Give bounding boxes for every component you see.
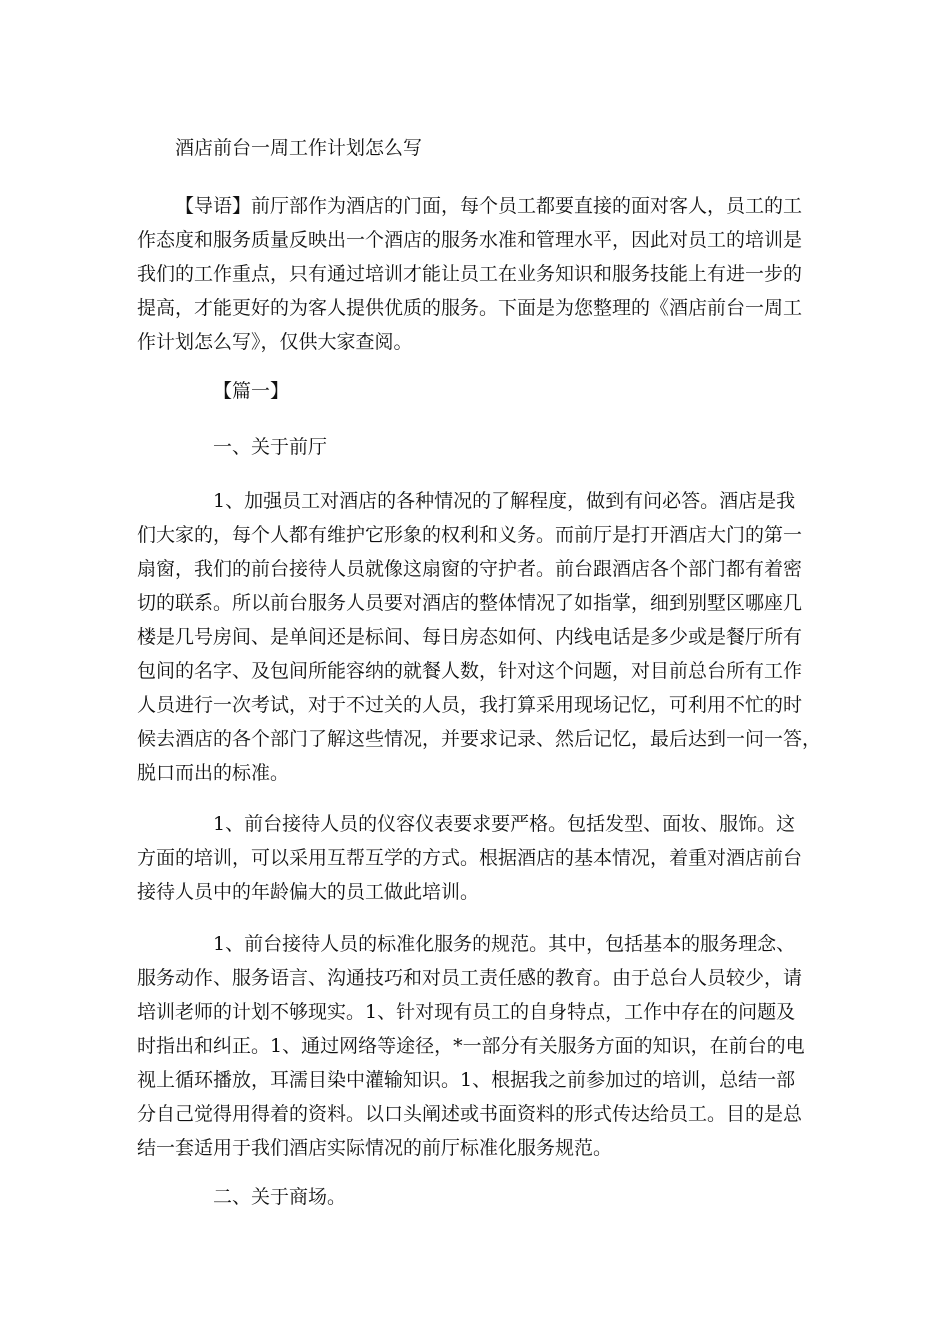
paragraph-line: 1、加强员工对酒店的各种情况的了解程度，做到有问必答。酒店是我 — [213, 490, 796, 512]
paragraph-line: 服务动作、服务语言、沟通技巧和对员工责任感的教育。由于总台人员较少，请 — [137, 967, 803, 989]
paragraph-line: 包间的名字、及包间所能容纳的就餐人数，针对这个问题，对目前总台所有工作 — [137, 660, 803, 682]
intro-line: 作态度和服务质量反映出一个酒店的服务水准和管理水平，因此对员工的培训是 — [137, 229, 803, 251]
document-title: 酒店前台一周工作计划怎么写 — [175, 137, 423, 159]
paragraph-line: 人员进行一次考试，对于不过关的人员，我打算采用现场记忆，可利用不忙的时 — [137, 694, 803, 716]
intro-line: 我们的工作重点，只有通过培训才能让员工在业务知识和服务技能上有进一步的 — [137, 263, 803, 285]
paragraph-line: 1、前台接待人员的仪容仪表要求要严格。包括发型、面妆、服饰。这 — [213, 813, 796, 835]
paragraph-line: 结一套适用于我们酒店实际情况的前厅标准化服务规范。 — [137, 1137, 613, 1159]
paragraph-line: 切的联系。所以前台服务人员要对酒店的整体情况了如指掌，细到别墅区哪座几 — [137, 592, 803, 614]
section-heading: 二、关于商场。 — [213, 1186, 347, 1208]
paragraph-line: 楼是几号房间、是单间还是标间、每日房态如何、内线电话是多少或是餐厅所有 — [137, 626, 803, 648]
paragraph-line: 脱口而出的标准。 — [137, 762, 290, 784]
paragraph-line: 视上循环播放，耳濡目染中灌输知识。1、根据我之前参加过的培训，总结一部 — [137, 1069, 796, 1091]
paragraph-line: 们大家的，每个人都有维护它形象的权利和义务。而前厅是打开酒店大门的第一 — [137, 524, 803, 546]
section-heading: 一、关于前厅 — [213, 436, 328, 458]
paragraph-line: 方面的培训，可以采用互帮互学的方式。根据酒店的基本情况，着重对酒店前台 — [137, 847, 803, 869]
paragraph-line: 培训老师的计划不够现实。1、针对现有员工的自身特点，工作中存在的问题及 — [137, 1001, 796, 1023]
paragraph-line: 扇窗，我们的前台接待人员就像这扇窗的守护者。前台跟酒店各个部门都有着密 — [137, 558, 803, 580]
piece-heading: 【篇一】 — [213, 380, 290, 402]
paragraph-line: 接待人员中的年龄偏大的员工做此培训。 — [137, 881, 480, 903]
intro-line: 作计划怎么写》，仅供大家查阅。 — [137, 331, 413, 353]
intro-line: 【导语】前厅部作为酒店的门面，每个员工都要直接的面对客人，员工的工 — [175, 195, 803, 217]
paragraph-line: 1、前台接待人员的标准化服务的规范。其中，包括基本的服务理念、 — [213, 933, 796, 955]
paragraph-line: 分自己觉得用得着的资料。以口头阐述或书面资料的形式传达给员工。目的是总 — [137, 1103, 803, 1125]
paragraph-line: 候去酒店的各个部门了解这些情况，并要求记录、然后记忆，最后达到一问一答， — [137, 728, 822, 750]
intro-line: 提高，才能更好的为客人提供优质的服务。下面是为您整理的《酒店前台一周工 — [137, 297, 803, 319]
paragraph-line: 时指出和纠正。1、通过网络等途径，*一部分有关服务方面的知识，在前台的电 — [137, 1035, 805, 1057]
